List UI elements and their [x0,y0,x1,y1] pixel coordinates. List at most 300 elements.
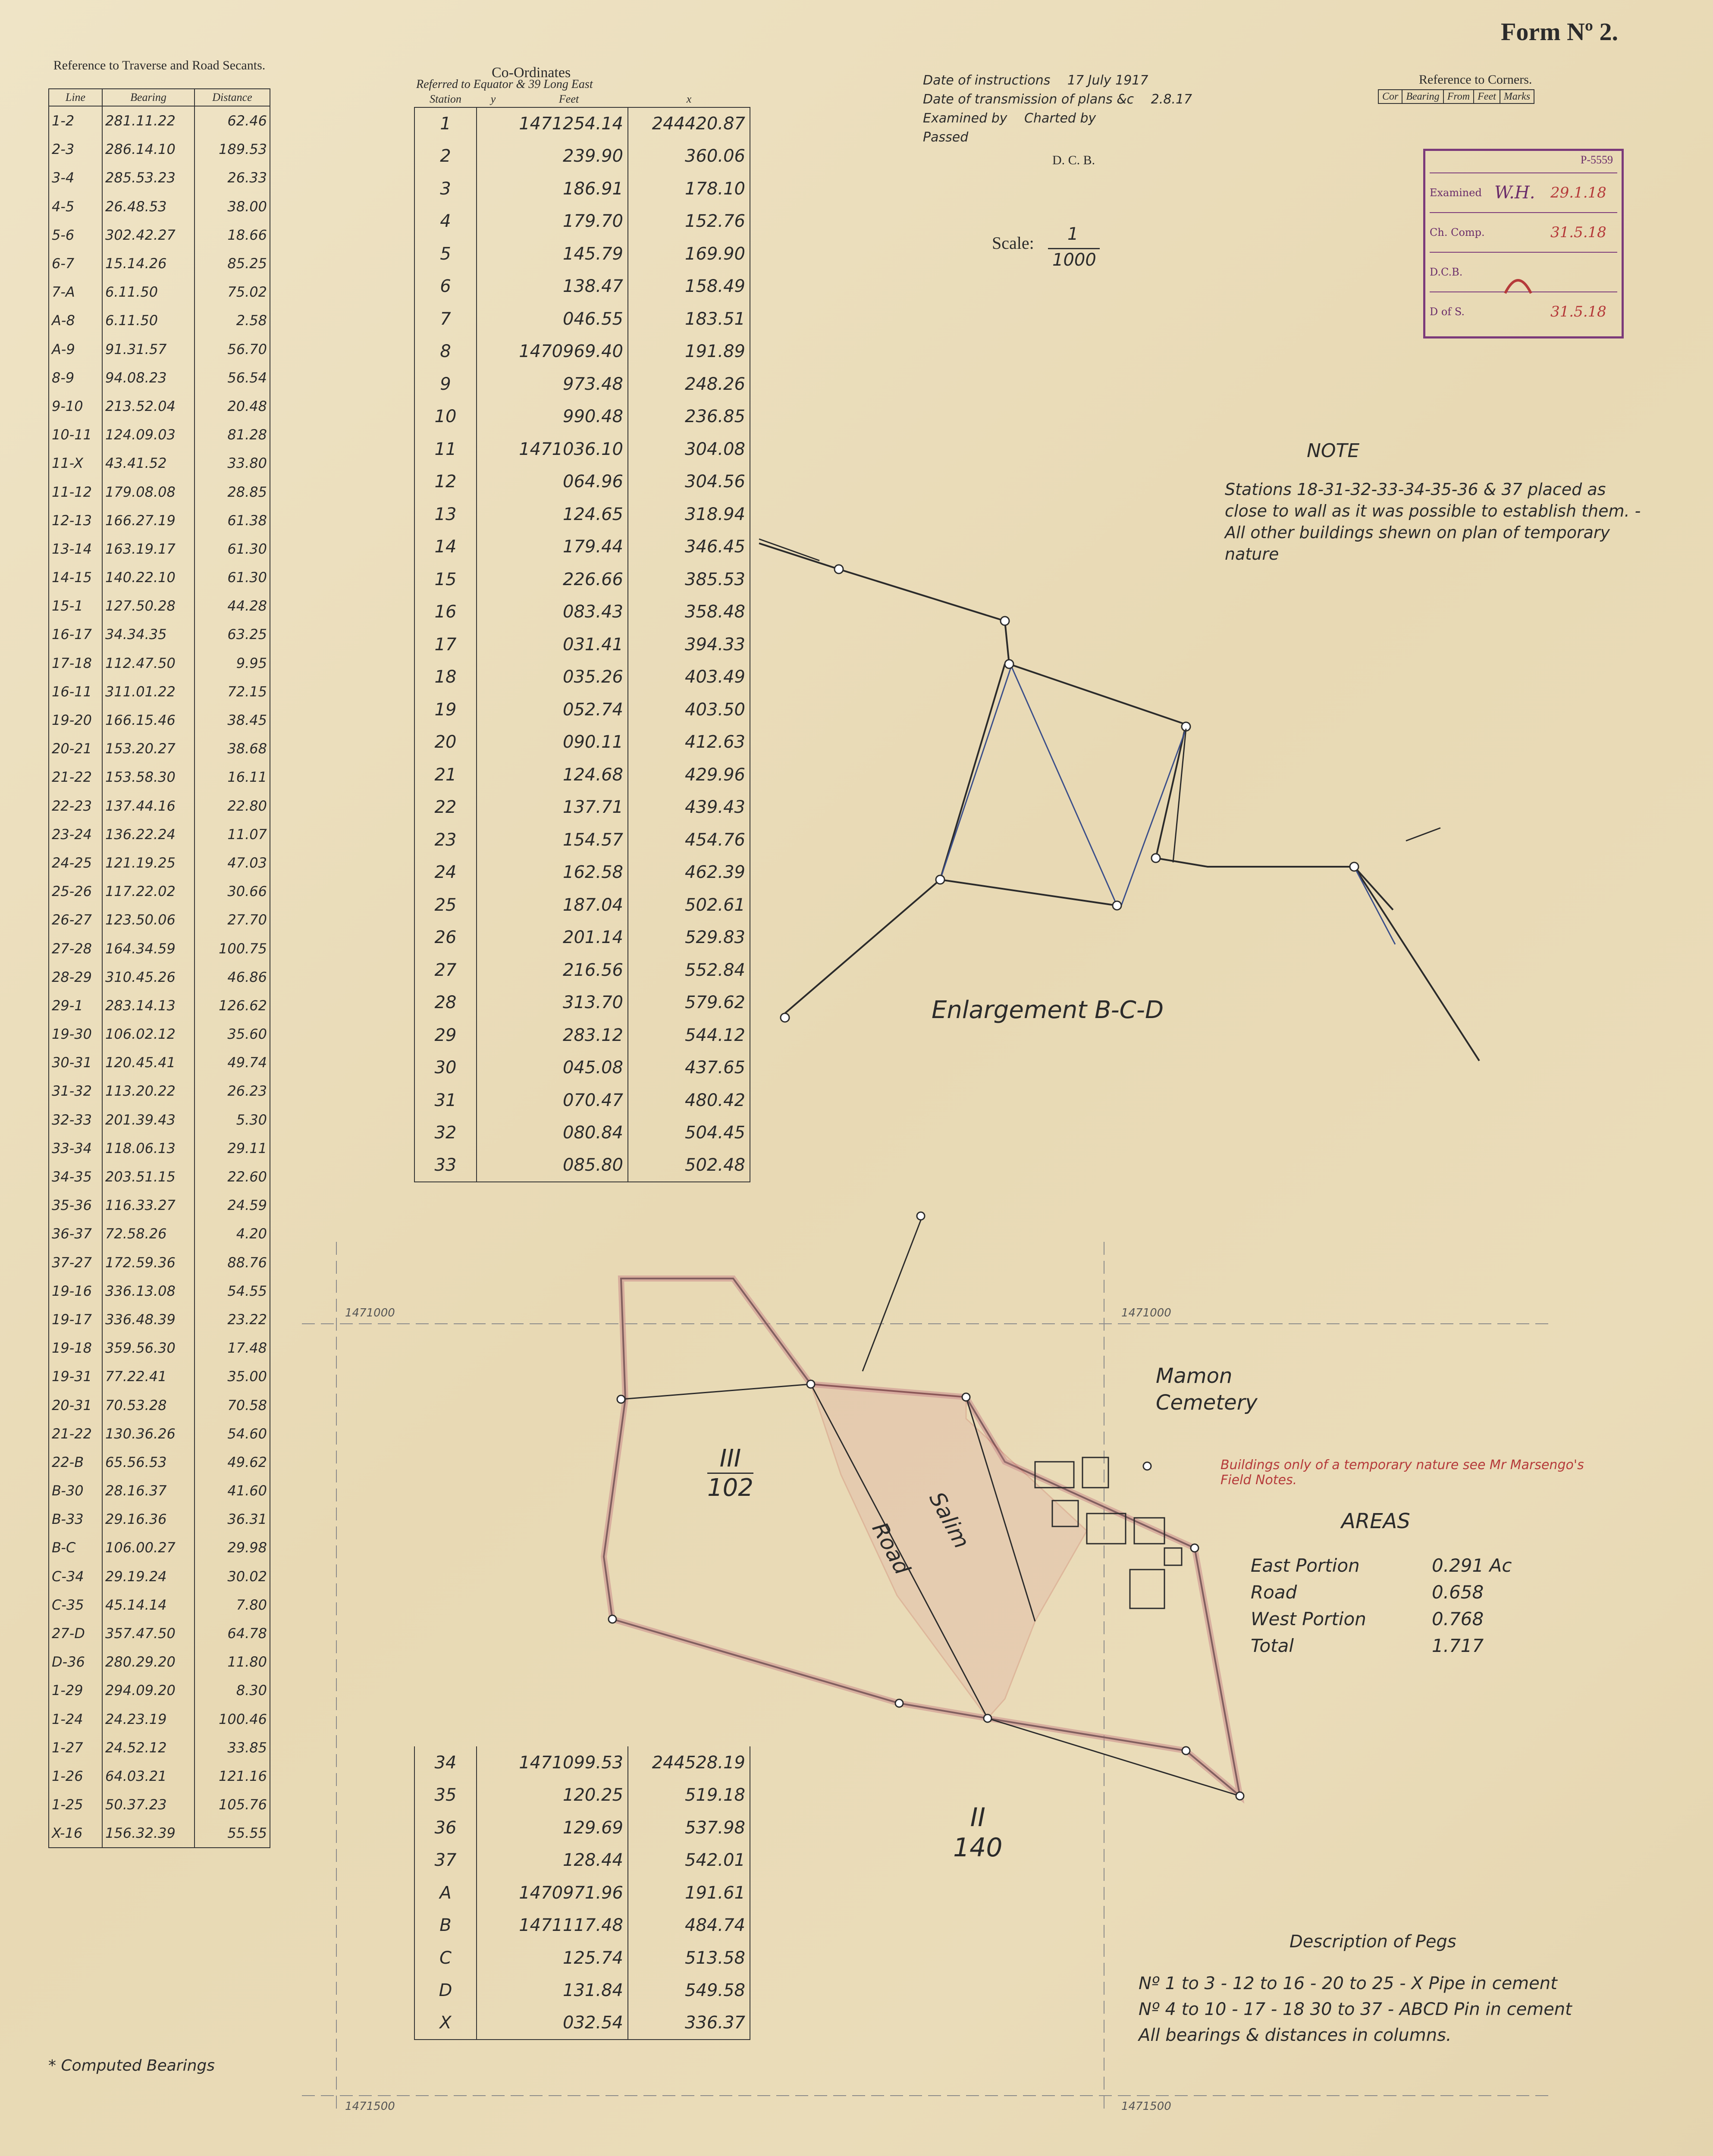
traverse-cell: 311.01.22 [102,677,195,706]
traverse-cell: 6.11.50 [102,306,195,335]
y-cell: 154.57 [477,824,628,856]
station-cell: C [414,1942,477,1974]
y-cell: 1471036.10 [477,433,628,466]
traverse-cell: 112.47.50 [102,649,195,677]
grid-label-y1: 1471000 [345,1307,395,1319]
x-cell: 544.12 [628,1019,750,1052]
instruction-value: 2.8.17 [1147,92,1192,107]
traverse-cell: 15.14.26 [102,249,195,278]
traverse-header: Distance [195,89,270,106]
station-cell: 4 [414,205,477,238]
traverse-cell: 124.09.03 [102,420,195,449]
note-title: NOTE [1307,440,1360,462]
traverse-cell: 120.45.41 [102,1048,195,1077]
y-cell: 035.26 [477,661,628,694]
traverse-cell: 88.76 [195,1248,270,1277]
station-cell: 27 [414,954,477,987]
station-cell: 3 [414,172,477,205]
traverse-cell: 357.47.50 [102,1619,195,1648]
traverse-cell: 34-35 [49,1163,102,1191]
corners-title: Reference to Corners. [1419,72,1532,87]
x-cell: 304.08 [628,433,750,466]
traverse-cell: 9-10 [49,392,102,420]
traverse-cell: 283.14.13 [102,991,195,1020]
stamp-row-date: 31.5.18 [1550,303,1606,320]
traverse-cell: 72.15 [195,677,270,706]
coords-header: Station [414,91,477,107]
traverse-cell: 50.37.23 [102,1790,195,1819]
scale-denominator: 1000 [1052,250,1096,270]
y-cell: 313.70 [477,987,628,1019]
traverse-cell: 100.75 [195,934,270,962]
traverse-cell: 19-17 [49,1305,102,1334]
y-cell: 125.74 [477,1942,628,1974]
traverse-cell: 164.34.59 [102,934,195,962]
bcd-traverse [759,543,1479,1061]
y-cell: 145.79 [477,238,628,270]
traverse-cell: 28-29 [49,963,102,991]
traverse-cell: B-33 [49,1505,102,1533]
traverse-cell: 22-23 [49,792,102,820]
traverse-cell: 310.45.26 [102,963,195,991]
traverse-cell: 55.55 [195,1819,270,1848]
station-cell: 35 [414,1779,477,1812]
station-cell: 16 [414,596,477,629]
parcel-east [707,1445,753,1502]
x-cell: 236.85 [628,401,750,433]
traverse-cell: 105.76 [195,1790,270,1819]
y-cell: 064.96 [477,466,628,498]
station-cell: A [414,1877,477,1909]
areas-table [1251,1552,1512,1659]
x-cell: 542.01 [628,1844,750,1877]
traverse-cell: C-35 [49,1591,102,1619]
x-cell: 504.45 [628,1117,750,1150]
traverse-cell: 6.11.50 [102,278,195,306]
stamp-row-label: Ch. Comp. [1430,226,1485,238]
wall-hatching [759,539,1440,862]
traverse-cell: 70.58 [195,1391,270,1419]
bcd-stations [781,565,1358,1022]
y-cell: 120.25 [477,1779,628,1812]
coords-title: Co-Ordinates [492,65,571,81]
traverse-cell: 121.19.25 [102,849,195,877]
grid-label-y1b: 1471000 [1121,1307,1171,1319]
station-cell: 5 [414,238,477,270]
instruction-label: Passed [923,130,969,145]
traverse-cell: 31-32 [49,1077,102,1105]
traverse-cell: 5.30 [195,1106,270,1134]
instruction-value: 17 July 1917 [1063,73,1148,88]
traverse-cell: 36.31 [195,1505,270,1533]
area-row [1251,1579,1512,1606]
traverse-cell: 281.11.22 [102,106,195,135]
x-cell: 358.48 [628,596,750,629]
traverse-cell: 100.46 [195,1705,270,1733]
instruction-value: Charted by [1020,111,1096,126]
x-cell: 158.49 [628,270,750,303]
traverse-cell: 81.28 [195,420,270,449]
traverse-cell: 7-A [49,278,102,306]
x-cell: 513.58 [628,1942,750,1974]
station-cell: 18 [414,661,477,694]
x-cell: 454.76 [628,824,750,856]
area-label: Total [1251,1635,1294,1656]
y-cell: 187.04 [477,889,628,921]
coords-header: x [628,91,750,107]
traverse-cell: 26.33 [195,163,270,192]
y-cell: 226.66 [477,563,628,596]
peg-line: Nº 1 to 3 - 12 to 16 - 20 to 25 - X Pipe in cement [1139,1974,1557,1993]
traverse-cell: 18.66 [195,221,270,249]
corners-header: From [1443,90,1474,103]
x-cell: 360.06 [628,140,750,173]
traverse-cell: 7.80 [195,1591,270,1619]
x-cell: 336.37 [628,2007,750,2040]
station-cell: 32 [414,1117,477,1150]
station-cell: 22 [414,791,477,824]
y-cell: 179.70 [477,205,628,238]
x-cell: 437.65 [628,1052,750,1084]
traverse-cell: 285.53.23 [102,163,195,192]
y-cell: 045.08 [477,1052,628,1084]
y-cell: 1471254.14 [477,107,628,140]
instruction-label: Date of instructions [923,73,1051,88]
station-cell: 34 [414,1746,477,1779]
y-cell: 1471099.53 [477,1746,628,1779]
traverse-cell: 56.70 [195,335,270,364]
traverse-cell: 153.58.30 [102,763,195,791]
y-cell: 283.12 [477,1019,628,1052]
traverse-cell: 156.32.39 [102,1819,195,1848]
traverse-cell: 33.85 [195,1733,270,1762]
traverse-cell: 24.23.19 [102,1705,195,1733]
y-cell: 129.69 [477,1811,628,1844]
station-cell: 2 [414,140,477,173]
traverse-cell: 6-7 [49,249,102,278]
traverse-cell: 153.20.27 [102,734,195,763]
traverse-cell: 8.30 [195,1676,270,1705]
traverse-cell: 29-1 [49,991,102,1020]
traverse-cell: 106.02.12 [102,1020,195,1048]
traverse-cell: 49.62 [195,1448,270,1476]
area-row [1251,1552,1512,1579]
x-cell: 244420.87 [628,107,750,140]
traverse-cell: 163.19.17 [102,535,195,563]
traverse-cell: 24.59 [195,1191,270,1219]
y-cell: 186.91 [477,172,628,205]
traverse-cell: 9.95 [195,649,270,677]
traverse-cell: C-34 [49,1562,102,1591]
traverse-cell: 20-21 [49,734,102,763]
x-cell: 346.45 [628,531,750,564]
parcel-east-section: 102 [707,1473,753,1502]
y-cell: 131.84 [477,1974,628,2007]
y-cell: 128.44 [477,1844,628,1877]
traverse-cell: 11-X [49,449,102,477]
station-cell: 37 [414,1844,477,1877]
x-cell: 248.26 [628,368,750,401]
station-cell: 28 [414,987,477,1019]
traverse-cell: 70.53.28 [102,1391,195,1419]
traverse-cell: X-16 [49,1819,102,1848]
area-value: 0.768 [1432,1608,1484,1630]
traverse-cell: 5-6 [49,221,102,249]
traverse-cell: 33.80 [195,449,270,477]
y-cell: 085.80 [477,1149,628,1182]
traverse-cell: 25-26 [49,877,102,906]
x-cell: 519.18 [628,1779,750,1812]
station-cell: 25 [414,889,477,921]
y-cell: 124.65 [477,498,628,531]
x-cell: 537.98 [628,1811,750,1844]
traverse-cell: 28.85 [195,477,270,506]
traverse-cell: 36-37 [49,1219,102,1248]
station-cell: 20 [414,726,477,759]
traverse-cell: 43.41.52 [102,449,195,477]
traverse-cell: 179.08.08 [102,477,195,506]
station-cell: 10 [414,401,477,433]
traverse-cell: 54.60 [195,1420,270,1448]
traverse-cell: 189.53 [195,135,270,163]
traverse-cell: 19-31 [49,1362,102,1391]
parcel-east-number: III [719,1445,741,1473]
peg-line: Nº 4 to 10 - 17 - 18 30 to 37 - ABCD Pin in cement [1139,1999,1572,2019]
y-cell: 1471117.48 [477,1909,628,1942]
y-cell: 052.74 [477,693,628,726]
y-cell: 124.68 [477,758,628,791]
stamp-code: P-5559 [1580,154,1613,166]
traverse-cell: 30.02 [195,1562,270,1591]
station-cell: 17 [414,628,477,661]
corners-header: Marks [1500,90,1534,103]
y-cell: 080.84 [477,1117,628,1150]
coords-reference: Referred to Equator & 39 Long East [416,78,593,91]
traverse-cell: A-9 [49,335,102,364]
x-cell: 480.42 [628,1084,750,1117]
traverse-cell: 29.11 [195,1134,270,1163]
cemetery-label: Mamon Cemetery [1156,1364,1258,1415]
stamp-row-date: 31.5.18 [1550,224,1606,241]
y-cell: 201.14 [477,921,628,954]
traverse-cell: 16-17 [49,620,102,649]
x-cell: 462.39 [628,856,750,889]
cemetery-note: Buildings only of a temporary nature see Mr Marsengo's Field Notes. [1220,1457,1584,1488]
area-label: Road [1251,1582,1297,1603]
y-cell: 032.54 [477,2007,628,2040]
station-cell: 9 [414,368,477,401]
x-cell: 394.33 [628,628,750,661]
traverse-cell: 19-30 [49,1020,102,1048]
scale-label: Scale: [992,233,1034,253]
traverse-cell: 10-11 [49,420,102,449]
x-cell: 502.61 [628,889,750,921]
traverse-cell: 72.58.26 [102,1219,195,1248]
traverse-cell: 140.22.10 [102,563,195,592]
traverse-cell: 61.38 [195,506,270,535]
traverse-cell: 28.16.37 [102,1476,195,1505]
traverse-cell: 126.62 [195,991,270,1020]
traverse-cell: 21-22 [49,1420,102,1448]
traverse-cell: 17.48 [195,1334,270,1362]
traverse-cell: 30-31 [49,1048,102,1077]
traverse-cell: 38.45 [195,706,270,734]
y-cell: 031.41 [477,628,628,661]
traverse-cell: 64.78 [195,1619,270,1648]
traverse-cell: 8-9 [49,364,102,392]
dcb-label: D. C. B. [1052,153,1095,167]
station-cell: 30 [414,1052,477,1084]
traverse-cell: 29.16.36 [102,1505,195,1533]
traverse-cell: 286.14.10 [102,135,195,163]
y-cell: 239.90 [477,140,628,173]
traverse-cell: 77.22.41 [102,1362,195,1391]
traverse-cell: 172.59.36 [102,1248,195,1277]
y-cell: 083.43 [477,596,628,629]
traverse-title: Reference to Traverse and Road Secants. [53,58,266,72]
traverse-cell: 27-D [49,1619,102,1648]
traverse-cell: 11.07 [195,820,270,849]
traverse-cell: 26.23 [195,1077,270,1105]
traverse-cell: 117.22.02 [102,877,195,906]
traverse-cell: 41.60 [195,1476,270,1505]
x-cell: 529.83 [628,921,750,954]
stamp-row-label: Examined [1430,187,1482,199]
x-cell: 385.53 [628,563,750,596]
peg-line: All bearings & distances in columns. [1139,2025,1452,2045]
pegs-title: Description of Pegs [1289,1932,1456,1952]
x-cell: 403.50 [628,693,750,726]
instruction-label: Examined by [923,111,1007,126]
traverse-cell: 85.25 [195,249,270,278]
traverse-cell: 23-24 [49,820,102,849]
x-cell: 183.51 [628,303,750,335]
traverse-cell: 2-3 [49,135,102,163]
station-cell: X [414,2007,477,2040]
y-cell: 090.11 [477,726,628,759]
area-label: West Portion [1251,1608,1366,1630]
enlargement-bcd-label: Enlargement B-C-D [932,996,1164,1024]
traverse-cell: 61.30 [195,535,270,563]
x-cell: 169.90 [628,238,750,270]
traverse-cell: 75.02 [195,278,270,306]
stamp-row-initials: W.H. [1494,183,1535,203]
y-cell: 216.56 [477,954,628,987]
area-row [1251,1606,1512,1633]
traverse-cell: 29.19.24 [102,1562,195,1591]
note-text: Stations 18-31-32-33-34-35-36 & 37 placed as close to wall as it was possible to establish them. - All other buildings shewn on plan of temporary nature [1225,480,1641,564]
traverse-cell: 24.52.12 [102,1733,195,1762]
station-cell: 29 [414,1019,477,1052]
coords-header: y [477,91,510,107]
traverse-cell: 47.03 [195,849,270,877]
traverse-cell: 45.14.14 [102,1591,195,1619]
traverse-cell: 91.31.57 [102,335,195,364]
traverse-cell: 302.42.27 [102,221,195,249]
traverse-cell: 27-28 [49,934,102,962]
stamp-row-label: D of S. [1430,306,1465,318]
traverse-cell: 35.60 [195,1020,270,1048]
traverse-cell: 94.08.23 [102,364,195,392]
traverse-cell: 20.48 [195,392,270,420]
traverse-cell: 49.74 [195,1048,270,1077]
traverse-cell: 38.00 [195,192,270,221]
x-cell: 484.74 [628,1909,750,1942]
traverse-cell: 113.20.22 [102,1077,195,1105]
traverse-cell: 61.30 [195,563,270,592]
x-cell: 152.76 [628,205,750,238]
y-cell: 179.44 [477,531,628,564]
station-cell: 1 [414,107,477,140]
y-cell: 990.48 [477,401,628,433]
areas-title: AREAS [1341,1509,1410,1533]
computed-bearings-note: * Computed Bearings [48,2057,215,2075]
traverse-cell: 38.68 [195,734,270,763]
x-cell: 178.10 [628,172,750,205]
traverse-cell: 2.58 [195,306,270,335]
traverse-cell: 21-22 [49,763,102,791]
road-label: Salim Road [867,1488,975,1579]
traverse-cell: 44.28 [195,592,270,620]
traverse-cell: 1-24 [49,1705,102,1733]
traverse-cell: 35.00 [195,1362,270,1391]
station-cell: 33 [414,1149,477,1182]
instruction-label: Date of transmission of plans &c [923,92,1134,107]
traverse-cell: 27.70 [195,906,270,934]
corners-header: Bearing [1402,90,1443,103]
traverse-cell: 336.48.39 [102,1305,195,1334]
x-cell: 552.84 [628,954,750,987]
traverse-cell: 280.29.20 [102,1648,195,1676]
traverse-cell: 23.22 [195,1305,270,1334]
x-cell: 244528.19 [628,1746,750,1779]
stamp-ticks [1505,280,1531,293]
traverse-cell: 166.27.19 [102,506,195,535]
y-cell: 973.48 [477,368,628,401]
station-cell: 8 [414,335,477,368]
traverse-cell: 20-31 [49,1391,102,1419]
traverse-cell: 62.46 [195,106,270,135]
y-cell: 1470969.40 [477,335,628,368]
station-cell: 24 [414,856,477,889]
traverse-cell: 136.22.24 [102,820,195,849]
traverse-cell: 1-27 [49,1733,102,1762]
station-cell: 7 [414,303,477,335]
traverse-cell: 127.50.28 [102,592,195,620]
traverse-cell: 22.60 [195,1163,270,1191]
traverse-cell: 359.56.30 [102,1334,195,1362]
traverse-cell: 130.36.26 [102,1420,195,1448]
x-cell: 403.49 [628,661,750,694]
traverse-cell: 37-27 [49,1248,102,1277]
traverse-cell: D-36 [49,1648,102,1676]
x-cell: 429.96 [628,758,750,791]
traverse-cell: 54.55 [195,1277,270,1305]
station-cell: 21 [414,758,477,791]
y-cell: 1470971.96 [477,1877,628,1909]
parcel-south-number: II [970,1802,985,1833]
traverse-cell: 3-4 [49,163,102,192]
traverse-cell: 294.09.20 [102,1676,195,1705]
traverse-cell: 65.56.53 [102,1448,195,1476]
stamp-row-date: 29.1.18 [1550,184,1606,201]
scale-numerator: 1 [1067,224,1079,244]
area-value: 0.658 [1432,1582,1484,1603]
traverse-cell: 26.48.53 [102,192,195,221]
station-cell: 36 [414,1811,477,1844]
station-cell: 23 [414,824,477,856]
traverse-cell: 137.44.16 [102,792,195,820]
